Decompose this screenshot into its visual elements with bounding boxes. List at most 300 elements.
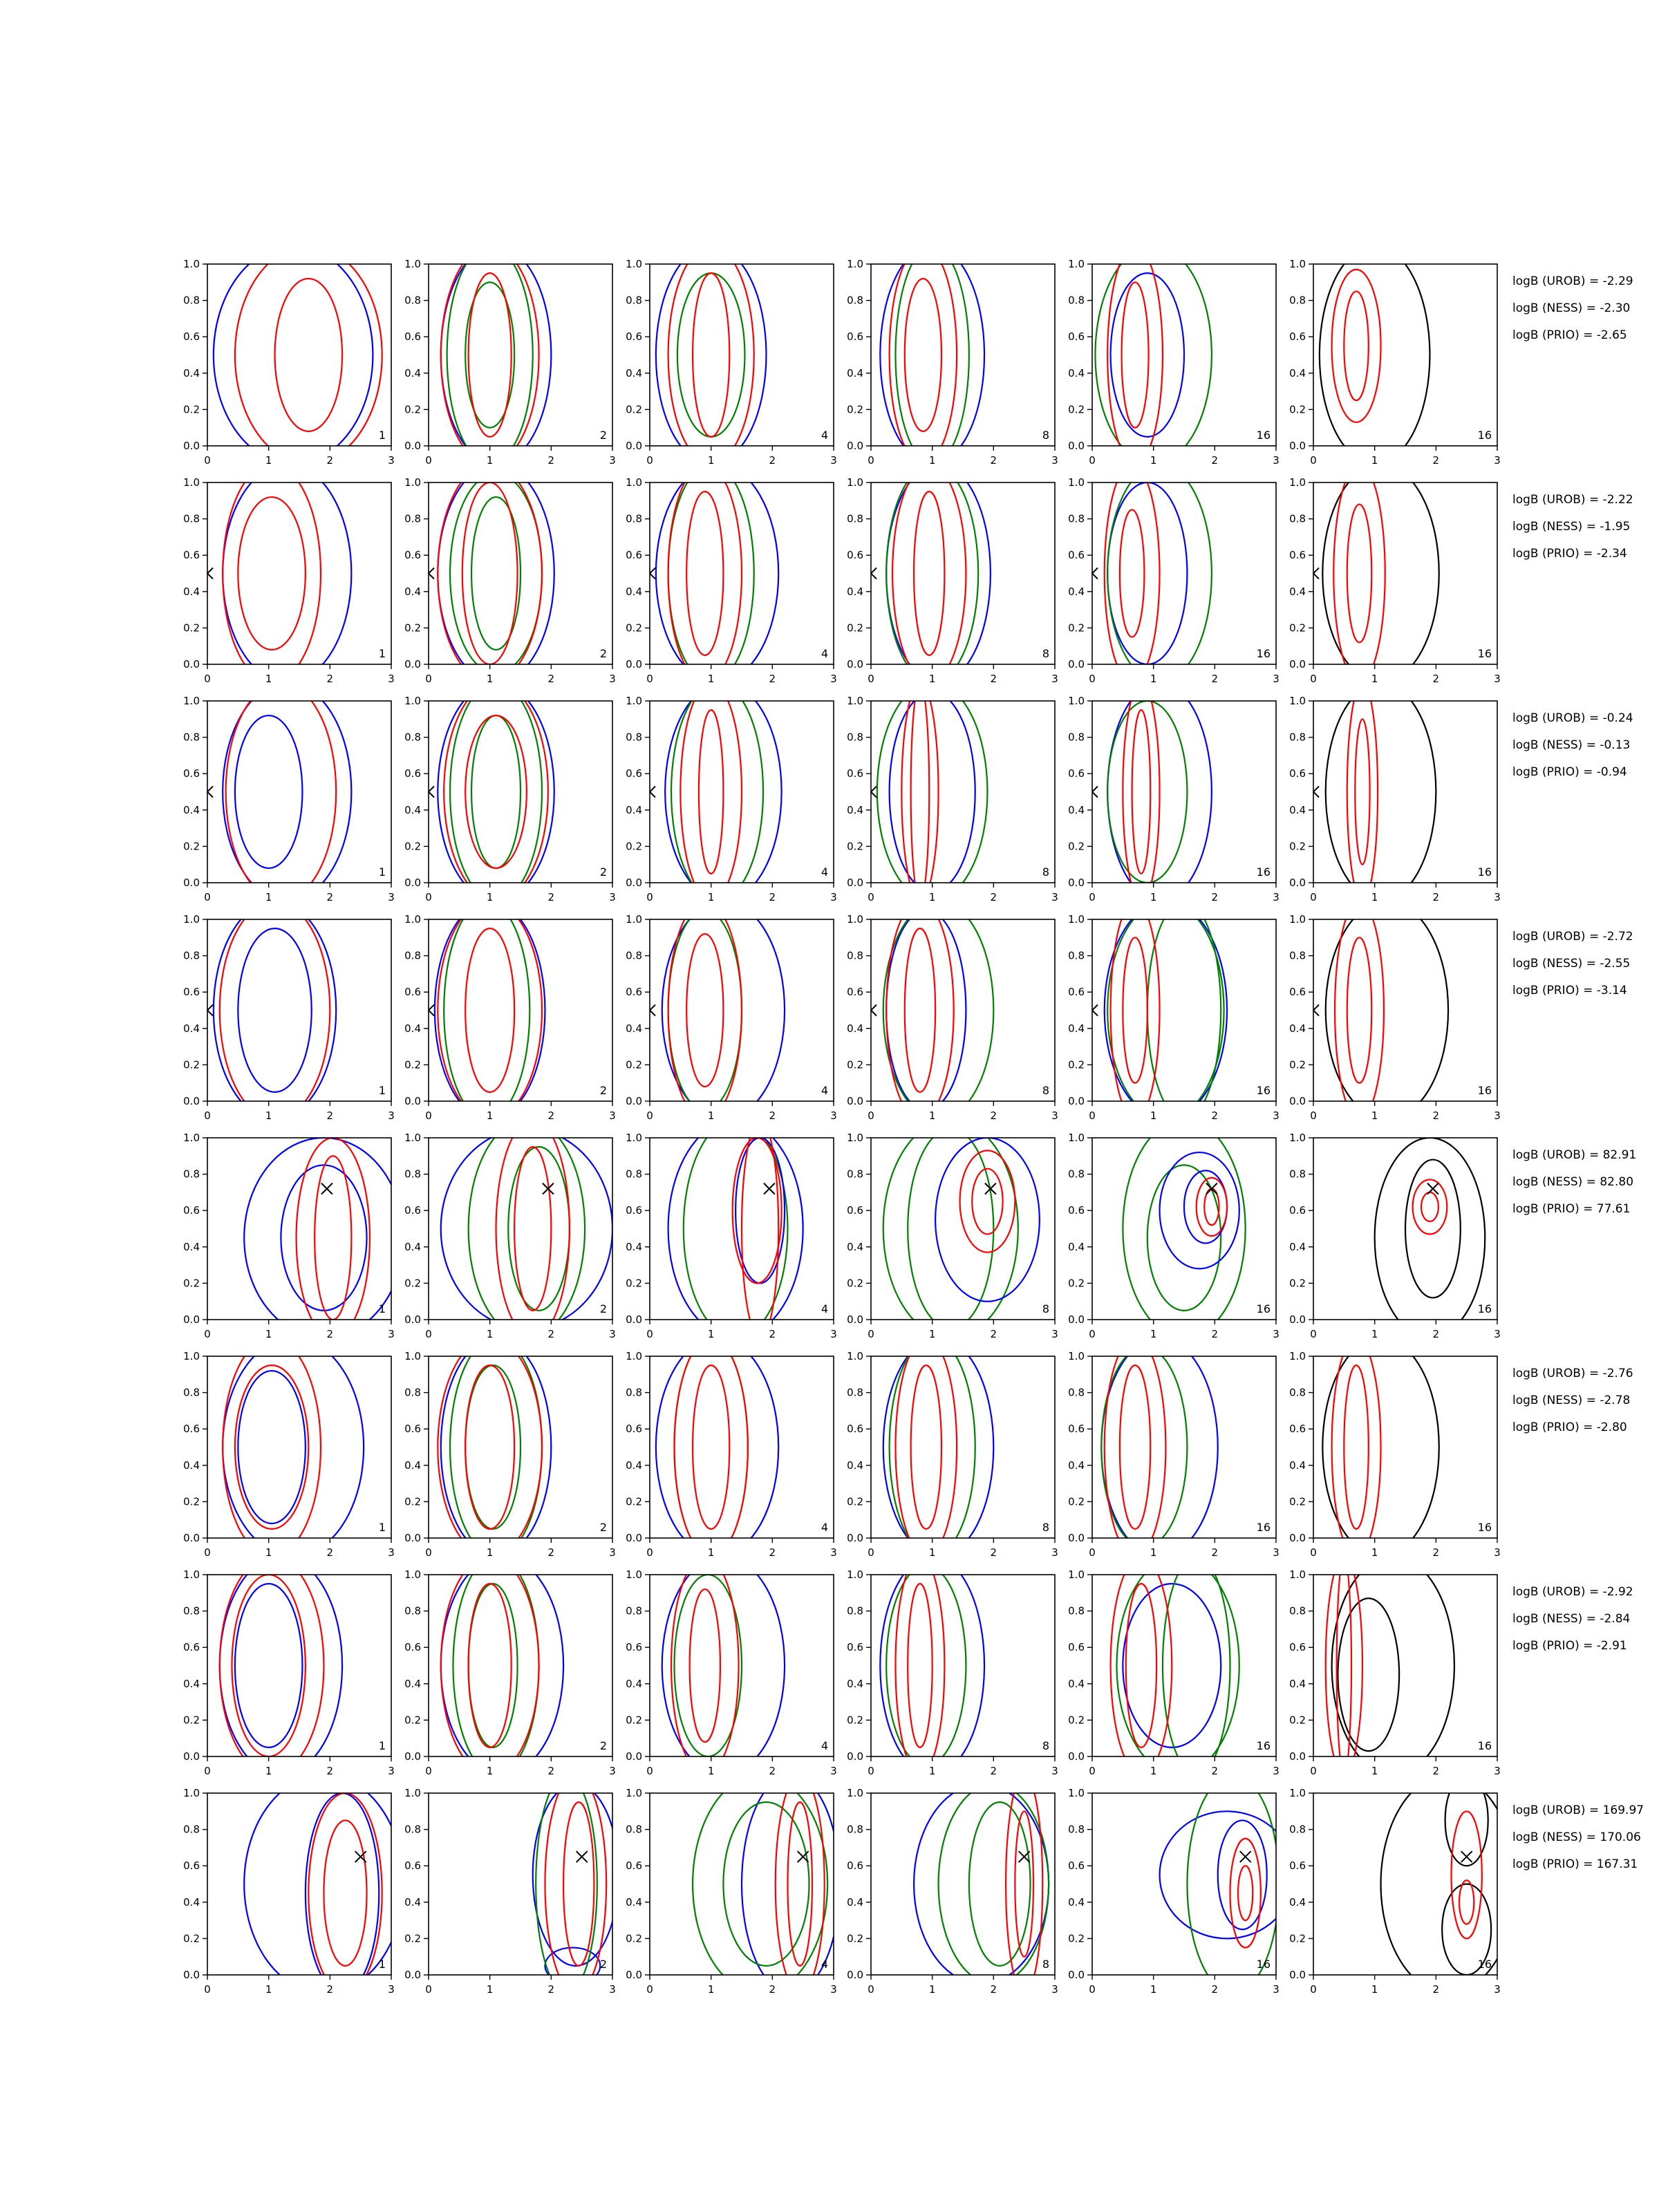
subplot-r2-c4 xyxy=(847,465,1058,685)
subplot-r8-c1 xyxy=(183,1775,404,1996)
contour-blue xyxy=(886,465,991,683)
y-tick-label: 0.6 xyxy=(1289,767,1306,780)
y-tick-label: 1.0 xyxy=(626,1132,642,1144)
contour-red xyxy=(226,683,337,901)
axes-frame xyxy=(871,919,1055,1101)
contour-red xyxy=(441,1557,539,1775)
y-tick-label: 0.0 xyxy=(404,1969,421,1981)
x-tick-label: 1 xyxy=(1371,891,1378,903)
y-tick-label: 0.2 xyxy=(847,1495,863,1508)
x-tick-label: 1 xyxy=(707,454,715,467)
contour-group xyxy=(1095,246,1211,465)
y-tick-label: 0.8 xyxy=(1068,1386,1085,1399)
subplot-r5-c1 xyxy=(183,1132,404,1340)
axes-frame xyxy=(1092,919,1276,1101)
y-tick-label: 0.4 xyxy=(1068,1240,1085,1253)
logb-annotation-row-3 xyxy=(1512,711,1633,779)
axes-frame xyxy=(429,919,612,1101)
y-tick-label: 0.8 xyxy=(847,1823,863,1836)
subplot-r6-c6 xyxy=(1289,1338,1501,1559)
x-tick-label: 0 xyxy=(425,454,432,467)
y-tick-label: 0.0 xyxy=(1289,440,1306,452)
contour-blue xyxy=(306,1793,379,1993)
y-tick-label: 0.6 xyxy=(404,767,421,780)
contour-group xyxy=(441,246,552,465)
x-tick-label: 0 xyxy=(868,1765,874,1777)
y-tick-label: 0.0 xyxy=(1289,1969,1306,1981)
y-tick-label: 0.6 xyxy=(183,1859,200,1873)
y-tick-label: 0.8 xyxy=(404,1168,421,1181)
y-tick-label: 1.0 xyxy=(1068,1568,1085,1581)
contour-red xyxy=(462,482,518,664)
sample-count-label: 1 xyxy=(378,865,386,879)
y-tick-label: 0.0 xyxy=(1068,1313,1085,1326)
y-tick-label: 0.0 xyxy=(183,1969,200,1981)
y-tick-label: 1.0 xyxy=(1068,1787,1085,1799)
y-tick-label: 1.0 xyxy=(1068,476,1085,489)
y-tick-label: 0.4 xyxy=(1068,1895,1085,1909)
x-tick-label: 0 xyxy=(1089,1983,1096,1996)
axes-frame xyxy=(1092,1575,1276,1756)
x-tick-label: 1 xyxy=(265,1109,272,1122)
logb-text: logB (UROB) = 82.91 xyxy=(1512,1148,1637,1162)
x-tick-label: 2 xyxy=(769,1765,776,1777)
y-tick-label: 0.8 xyxy=(1068,294,1085,307)
y-tick-label: 0.6 xyxy=(626,1204,642,1217)
contour-blue xyxy=(235,1584,303,1747)
y-tick-label: 0.0 xyxy=(1068,1532,1085,1544)
y-tick-label: 0.4 xyxy=(626,1022,642,1035)
contour-red xyxy=(275,279,343,431)
contour-red xyxy=(315,1156,351,1320)
y-tick-label: 0.0 xyxy=(404,658,421,671)
sample-count-label: 8 xyxy=(1042,429,1049,442)
sample-count-label: 4 xyxy=(821,865,828,879)
contour-group xyxy=(1375,1138,1485,1338)
y-tick-label: 0.8 xyxy=(626,512,642,525)
contour-blue xyxy=(235,715,303,868)
sample-count-label: 4 xyxy=(821,1958,828,1971)
contour-black xyxy=(1332,1557,1454,1775)
true-value-marker xyxy=(764,1183,775,1194)
contour-group xyxy=(1326,1557,1454,1775)
contour-blue xyxy=(935,1138,1040,1302)
x-tick-label: 2 xyxy=(1432,1328,1440,1340)
sample-count-label: 16 xyxy=(1256,647,1271,660)
subplot-r2-c3 xyxy=(626,465,837,685)
contour-red xyxy=(1126,1584,1156,1747)
contour-group xyxy=(693,1775,840,1994)
y-tick-label: 0.4 xyxy=(183,1459,200,1472)
logb-text: logB (PRIO) = -3.14 xyxy=(1512,984,1627,997)
y-tick-label: 0.4 xyxy=(183,1895,200,1909)
y-tick-label: 0.6 xyxy=(847,1423,863,1436)
y-tick-label: 0.8 xyxy=(404,1386,421,1399)
y-tick-label: 0.6 xyxy=(626,1859,642,1873)
y-tick-label: 0.0 xyxy=(626,1532,642,1544)
y-tick-label: 0.4 xyxy=(1289,366,1306,379)
contour-red xyxy=(438,465,542,683)
axes-frame xyxy=(871,1575,1055,1756)
contour-red xyxy=(1344,1365,1368,1529)
contour-red xyxy=(441,246,539,465)
y-tick-label: 0.4 xyxy=(847,1895,863,1909)
sample-count-label: 4 xyxy=(821,1084,828,1097)
x-tick-label: 1 xyxy=(265,891,272,903)
x-tick-label: 3 xyxy=(1494,673,1501,685)
y-tick-label: 0.8 xyxy=(183,1168,200,1181)
y-tick-label: 0.2 xyxy=(1289,621,1306,635)
contour-green xyxy=(969,1802,1031,1966)
x-tick-label: 0 xyxy=(1310,1328,1317,1340)
y-tick-label: 1.0 xyxy=(626,1350,642,1362)
subplot-r4-c2 xyxy=(404,901,616,1122)
x-tick-label: 0 xyxy=(1310,454,1317,467)
y-tick-label: 0.0 xyxy=(183,1532,200,1544)
y-tick-label: 0.0 xyxy=(1289,658,1306,671)
y-tick-label: 0.0 xyxy=(626,440,642,452)
contour-group xyxy=(1320,246,1430,465)
x-tick-label: 3 xyxy=(1051,1328,1058,1340)
x-tick-label: 0 xyxy=(1310,673,1317,685)
y-tick-label: 1.0 xyxy=(847,1787,863,1799)
contour-group xyxy=(1322,465,1438,683)
x-tick-label: 2 xyxy=(990,1546,997,1559)
contour-group xyxy=(1160,1775,1295,1994)
y-tick-label: 0.8 xyxy=(626,949,642,962)
y-tick-label: 0.4 xyxy=(1068,366,1085,379)
subplot-r1-c5 xyxy=(1068,246,1280,467)
x-tick-label: 0 xyxy=(646,1546,653,1559)
y-tick-label: 0.2 xyxy=(404,1277,421,1290)
axes-frame xyxy=(1313,919,1497,1101)
y-tick-label: 1.0 xyxy=(404,476,421,489)
x-tick-label: 3 xyxy=(830,1765,837,1777)
x-tick-label: 2 xyxy=(547,1983,555,1996)
x-tick-label: 0 xyxy=(868,673,874,685)
contour-red xyxy=(324,1820,366,1965)
sample-count-label: 4 xyxy=(821,429,828,442)
y-tick-label: 0.2 xyxy=(404,621,421,635)
x-tick-label: 1 xyxy=(1371,1765,1378,1777)
y-tick-label: 0.2 xyxy=(1289,1714,1306,1727)
subplot-r1-c6 xyxy=(1289,246,1501,467)
x-tick-label: 1 xyxy=(265,1765,272,1777)
y-tick-label: 0.2 xyxy=(183,1058,200,1071)
subplot-r3-c1 xyxy=(183,683,395,903)
x-tick-label: 0 xyxy=(646,891,653,903)
sample-count-label: 16 xyxy=(1477,1521,1492,1534)
contour-green xyxy=(1101,1347,1187,1547)
x-tick-label: 1 xyxy=(1371,673,1378,685)
y-tick-label: 0.0 xyxy=(847,1750,863,1763)
x-tick-label: 3 xyxy=(1273,454,1280,467)
contour-red xyxy=(1123,937,1147,1082)
x-tick-label: 3 xyxy=(609,673,616,685)
y-tick-label: 1.0 xyxy=(404,1350,421,1362)
x-tick-label: 2 xyxy=(326,891,334,903)
sample-count-label: 1 xyxy=(378,1302,386,1315)
contour-group xyxy=(914,1775,1049,1994)
axes-frame xyxy=(429,264,612,446)
contour-red xyxy=(690,1589,720,1742)
x-tick-label: 0 xyxy=(868,1983,874,1996)
contour-blue xyxy=(441,1129,612,1329)
y-tick-label: 0.6 xyxy=(183,767,200,780)
y-tick-label: 0.4 xyxy=(404,366,421,379)
x-tick-label: 1 xyxy=(707,673,715,685)
subplot-r3-c5 xyxy=(1068,683,1280,903)
logb-annotation-row-7 xyxy=(1512,1585,1633,1653)
subplot-r7-c4 xyxy=(847,1557,1058,1777)
y-tick-label: 0.0 xyxy=(183,658,200,671)
x-tick-label: 0 xyxy=(204,1765,211,1777)
y-tick-label: 0.8 xyxy=(1068,1823,1085,1836)
x-tick-label: 1 xyxy=(928,1109,936,1122)
y-tick-label: 0.2 xyxy=(847,1058,863,1071)
y-tick-label: 0.8 xyxy=(1289,949,1306,962)
contour-red xyxy=(220,901,330,1120)
y-tick-label: 0.4 xyxy=(183,1022,200,1035)
contour-green xyxy=(883,1120,1018,1338)
axes-frame xyxy=(1313,1575,1497,1756)
x-tick-label: 2 xyxy=(326,1546,334,1559)
contour-group xyxy=(880,1557,984,1775)
y-tick-label: 0.6 xyxy=(183,549,200,562)
y-tick-label: 0.8 xyxy=(1289,1823,1306,1836)
y-tick-label: 0.0 xyxy=(404,440,421,452)
logb-text: logB (PRIO) = -2.34 xyxy=(1512,547,1627,561)
x-tick-label: 3 xyxy=(609,1328,616,1340)
x-tick-label: 3 xyxy=(1051,673,1058,685)
contour-group xyxy=(441,1120,612,1338)
x-tick-label: 0 xyxy=(1089,891,1096,903)
y-tick-label: 0.4 xyxy=(1068,1459,1085,1472)
contour-group xyxy=(1111,1557,1239,1775)
sample-count-label: 16 xyxy=(1477,1084,1492,1097)
contour-blue xyxy=(238,928,311,1092)
y-tick-label: 0.4 xyxy=(404,1459,421,1472)
contour-red xyxy=(469,273,512,437)
subplot-r6-c1 xyxy=(183,1338,395,1559)
contour-red xyxy=(1355,719,1369,864)
y-tick-label: 0.2 xyxy=(183,1277,200,1290)
x-tick-label: 3 xyxy=(1494,1546,1501,1559)
y-tick-label: 0.2 xyxy=(1068,1495,1085,1508)
subplot-r7-c2 xyxy=(404,1557,616,1777)
axes-frame xyxy=(1313,264,1497,446)
contour-black xyxy=(1322,465,1438,683)
x-tick-label: 1 xyxy=(1150,1109,1157,1122)
y-tick-label: 1.0 xyxy=(626,258,642,270)
y-tick-label: 0.2 xyxy=(404,1058,421,1071)
subplot-r6-c2 xyxy=(404,1338,616,1559)
y-tick-label: 1.0 xyxy=(183,1787,200,1799)
x-tick-label: 2 xyxy=(1211,454,1219,467)
contour-group xyxy=(223,465,351,683)
x-tick-label: 1 xyxy=(1150,1328,1157,1340)
contour-blue xyxy=(214,901,336,1120)
x-tick-label: 3 xyxy=(1273,1765,1280,1777)
y-tick-label: 0.0 xyxy=(404,1095,421,1107)
contour-green xyxy=(453,1557,538,1775)
subplot-r2-c2 xyxy=(404,465,616,685)
x-tick-label: 0 xyxy=(1310,1546,1317,1559)
x-tick-label: 3 xyxy=(830,1328,837,1340)
x-tick-label: 3 xyxy=(1494,1109,1501,1122)
y-tick-label: 0.2 xyxy=(847,1277,863,1290)
x-tick-label: 0 xyxy=(1310,1109,1317,1122)
x-tick-label: 3 xyxy=(1051,1109,1058,1122)
y-tick-label: 0.8 xyxy=(183,1604,200,1618)
contour-green xyxy=(693,1775,827,1994)
contour-red xyxy=(1197,1178,1227,1236)
contour-group xyxy=(214,246,382,465)
x-tick-label: 1 xyxy=(1371,1546,1378,1559)
y-tick-label: 1.0 xyxy=(404,1568,421,1581)
y-tick-label: 1.0 xyxy=(1289,913,1306,926)
y-tick-label: 0.0 xyxy=(404,877,421,889)
y-tick-label: 0.4 xyxy=(404,1240,421,1253)
y-tick-label: 1.0 xyxy=(183,258,200,270)
contour-red xyxy=(235,1365,308,1529)
x-tick-label: 2 xyxy=(990,1109,997,1122)
y-tick-label: 1.0 xyxy=(1289,1787,1306,1799)
contour-green xyxy=(671,683,763,901)
subplot-r2-c6 xyxy=(1289,465,1501,685)
contour-red xyxy=(238,497,306,650)
y-tick-label: 0.2 xyxy=(626,1714,642,1727)
contour-blue xyxy=(223,1338,364,1557)
contour-green xyxy=(450,474,542,673)
contour-green xyxy=(1147,901,1221,1120)
sample-count-label: 16 xyxy=(1256,1521,1271,1534)
y-tick-label: 1.0 xyxy=(1289,476,1306,489)
y-tick-label: 0.6 xyxy=(847,1859,863,1873)
x-tick-label: 2 xyxy=(547,673,555,685)
contour-red xyxy=(901,683,938,901)
x-tick-label: 0 xyxy=(868,1328,874,1340)
y-tick-label: 1.0 xyxy=(1289,258,1306,270)
contour-red xyxy=(680,683,742,901)
subplot-r6-c4 xyxy=(847,1338,1058,1559)
contour-group xyxy=(214,901,336,1120)
y-tick-label: 0.0 xyxy=(847,877,863,889)
y-tick-label: 0.8 xyxy=(183,1823,200,1836)
axes-frame xyxy=(1313,1356,1497,1538)
x-tick-label: 1 xyxy=(486,1765,494,1777)
y-tick-label: 0.6 xyxy=(626,330,642,344)
contour-red xyxy=(1238,1866,1253,1920)
contour-red xyxy=(1230,1839,1261,1948)
y-tick-label: 0.4 xyxy=(847,1459,863,1472)
y-tick-label: 0.2 xyxy=(183,403,200,416)
x-tick-label: 3 xyxy=(1051,1765,1058,1777)
y-tick-label: 0.2 xyxy=(404,1714,421,1727)
x-tick-label: 2 xyxy=(990,673,997,685)
x-tick-label: 2 xyxy=(326,454,334,467)
x-tick-label: 1 xyxy=(265,454,272,467)
x-tick-label: 1 xyxy=(928,1765,936,1777)
x-tick-label: 3 xyxy=(609,1983,616,1996)
sample-count-label: 1 xyxy=(378,429,386,442)
contour-group xyxy=(668,1120,803,1338)
y-tick-label: 0.8 xyxy=(404,1604,421,1618)
x-tick-label: 3 xyxy=(1494,1983,1501,1996)
y-tick-label: 0.4 xyxy=(1289,1240,1306,1253)
y-tick-label: 1.0 xyxy=(1289,1132,1306,1144)
y-tick-label: 0.8 xyxy=(404,1823,421,1836)
y-tick-label: 0.2 xyxy=(847,840,863,853)
y-tick-label: 1.0 xyxy=(626,913,642,926)
x-tick-label: 0 xyxy=(425,1983,432,1996)
contour-red xyxy=(438,901,542,1120)
x-tick-label: 2 xyxy=(990,1328,997,1340)
y-tick-label: 0.2 xyxy=(404,1495,421,1508)
contour-red xyxy=(686,934,723,1087)
subplot-r5-c4 xyxy=(847,1120,1058,1340)
subplot-r8-c3 xyxy=(626,1775,840,1996)
x-tick-label: 0 xyxy=(204,1328,211,1340)
y-tick-label: 0.6 xyxy=(1068,1423,1085,1436)
x-tick-label: 2 xyxy=(547,891,555,903)
x-tick-label: 0 xyxy=(1310,1983,1317,1996)
sample-count-label: 1 xyxy=(378,1084,386,1097)
contour-red xyxy=(297,1138,370,1338)
y-tick-label: 0.2 xyxy=(1068,1714,1085,1727)
x-tick-label: 0 xyxy=(646,673,653,685)
x-tick-label: 3 xyxy=(388,454,395,467)
x-tick-label: 3 xyxy=(1051,1546,1058,1559)
subplot-r1-c2 xyxy=(404,246,616,467)
y-tick-label: 0.8 xyxy=(183,1386,200,1399)
x-tick-label: 3 xyxy=(609,891,616,903)
contour-black xyxy=(1326,683,1436,901)
contour-red xyxy=(1347,937,1371,1082)
y-tick-label: 0.6 xyxy=(1068,767,1085,780)
y-tick-label: 0.0 xyxy=(1068,877,1085,889)
x-tick-label: 1 xyxy=(486,1983,494,1996)
x-tick-label: 3 xyxy=(388,891,395,903)
logb-annotation-row-4 xyxy=(1512,930,1633,997)
y-tick-label: 0.0 xyxy=(1289,1095,1306,1107)
x-tick-label: 0 xyxy=(1089,454,1096,467)
contour-green xyxy=(447,246,533,465)
y-tick-label: 0.2 xyxy=(1068,1932,1085,1945)
contour-group xyxy=(223,1338,364,1557)
y-tick-label: 0.4 xyxy=(1289,803,1306,816)
y-tick-label: 0.2 xyxy=(847,621,863,635)
logb-text: logB (NESS) = -1.95 xyxy=(1512,520,1631,534)
logb-annotation-row-8 xyxy=(1512,1803,1644,1871)
x-tick-label: 0 xyxy=(204,673,211,685)
logb-text: logB (NESS) = -2.55 xyxy=(1512,957,1631,971)
sample-count-label: 16 xyxy=(1477,429,1492,442)
y-tick-label: 0.2 xyxy=(847,1714,863,1727)
x-tick-label: 0 xyxy=(204,1109,211,1122)
sample-count-label: 1 xyxy=(378,1739,386,1752)
y-tick-label: 1.0 xyxy=(404,1132,421,1144)
contour-red xyxy=(465,1365,514,1529)
x-tick-label: 3 xyxy=(830,891,837,903)
x-tick-label: 2 xyxy=(769,673,776,685)
logb-text: logB (UROB) = -2.76 xyxy=(1512,1367,1633,1380)
y-tick-label: 0.4 xyxy=(847,803,863,816)
y-tick-label: 0.4 xyxy=(1289,1895,1306,1909)
y-tick-label: 0.2 xyxy=(626,621,642,635)
contour-red xyxy=(668,246,754,465)
sample-count-label: 2 xyxy=(599,647,607,660)
